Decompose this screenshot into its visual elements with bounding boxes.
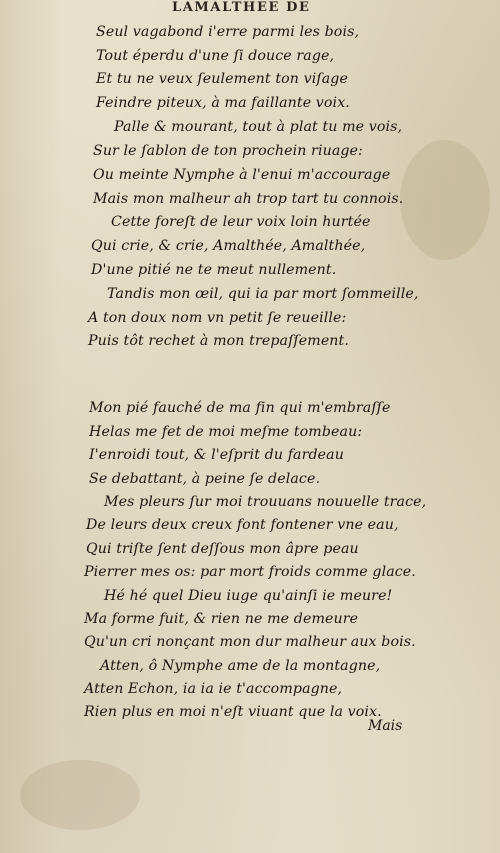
verse-line: Sur le ſablon de ton prochein riuage: [93, 143, 363, 159]
verse-line: Rien plus en moi n'eſt viuant que la voix. [84, 704, 382, 720]
verse-line: Atten Echon, ia ia ie t'accompagne, [84, 681, 343, 697]
verse-line: D'une pitié ne te meut nullement. [91, 262, 337, 278]
verse-line: Feindre piteux, à ma faillante voix. [96, 95, 350, 111]
verse-line: Helas me fet de moi meſme tombeau: [89, 424, 363, 440]
verse-line: Tandis mon œil, qui ia par mort ſommeille, [107, 286, 419, 302]
verse-line: A ton doux nom vn petit ſe reueille: [88, 310, 347, 326]
verse-line: Et tu ne veux ſeulement ton viſage [96, 71, 348, 87]
paper-stain [400, 140, 490, 260]
verse-line: Mais mon malheur ah trop tart tu connois. [93, 191, 404, 207]
verse-line: Mon pié fauché de ma fin qui m'embraſſe [89, 400, 391, 416]
paper-stain [20, 760, 140, 830]
verse-line: Qui triſte ſent deſſous mon âpre peau [86, 541, 359, 557]
verse-line: Atten, ô Nymphe ame de la montagne, [100, 658, 381, 674]
verse-line: Palle & mourant, tout à plat tu me vois, [114, 119, 403, 135]
verse-line: Seul vagabond i'erre parmi les bois, [96, 24, 360, 40]
verse-line: Ou meinte Nymphe à l'enui m'accourage [93, 167, 391, 183]
catchword: Mais [368, 718, 403, 734]
verse-line: Hé hé quel Dieu iuge qu'ainſi ie meure! [104, 588, 393, 604]
verse-line: Cette foreſt de leur voix loin hurtée [111, 214, 371, 230]
verse-line: Qui crie, & crie, Amalthée, Amalthée, [91, 238, 366, 254]
verse-line: Tout éperdu d'une ſi douce rage, [96, 48, 335, 64]
running-head: LAMALTHEE DE [172, 0, 311, 15]
verse-line: Qu'un cri nonçant mon dur malheur aux bois. [84, 634, 416, 650]
verse-line: Se debattant, à peine ſe delace. [89, 471, 321, 487]
verse-line: Pierrer mes os: par mort froids comme glace. [84, 564, 416, 580]
verse-line: Ma forme fuit, & rien ne me demeure [84, 611, 359, 627]
verse-line: Puis tôt rechet à mon trepaſſement. [88, 333, 349, 349]
verse-line: Mes pleurs ſur moi trouuans nouuelle trace, [104, 494, 427, 510]
verse-line: I'enroidi tout, & l'eſprit du fardeau [89, 447, 344, 463]
verse-line: De leurs deux creux font fontener vne eau, [86, 517, 399, 533]
